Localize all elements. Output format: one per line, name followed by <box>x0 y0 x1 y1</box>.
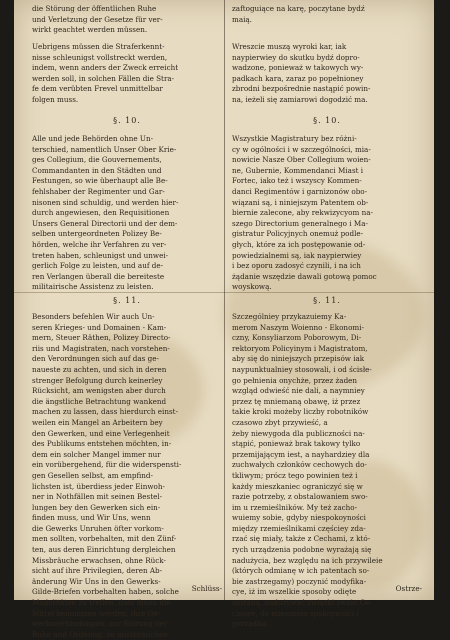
german-section-11-text: Besonders befehlen Wir auch Un- seren Krieges- und Domainen - Kam- mern, Steuer Räthen, Polizey Directo- riis und Magistraten, nach vorstehen- den Verordnungen sich auf das ge- naueste zu achten, und sich in deren strenger Befolgung durch keinerley Rücksicht, am wenigsten aber durch die ängstliche Betrachtung wankend machen zu lassen, dass hierdurch einst- weilen ein Mangel an Arbeitern bey den Gewerken, und eine Verlegenheit des Publikums entstehen möchten, in- dem ein solcher Mangel immer nur ein vorübergehend, für die widerspensti- gen Gesellen selbst, am empfind- lichsten ist, überdiess jeder Einwoh- ner in Nothfällen mit seinen Bestel- lungen bey den Gewerken sich ein- finden muss, und Wir Uns, wenn die Gewerks Unruhen öfter vorkom- men sollten, vorbehalten, mit den Zünf- ten, aus deren Einrichtung dergleichen Missbräuche erwachsen, ohne Rück- sicht auf ihre Privilegien, deren Ab- änderung Wir Uns in den Gewerks- Gilde-Briefen vorbehalten haben, solche Modalitäten zu treffen, dass ihnen die Mittel benommen werden, ihre Ge- werksverbindungen, zur Störung der Ruhe und Ordnung, zu missbrauchen. <box>32 312 182 639</box>
polish-top-text: zaftoguiące na karę, poczytane bydź maią. <box>232 4 365 24</box>
german-section-10-heading: §. 10. <box>113 116 141 125</box>
polish-section-11-text: Szczególniey przykazuiemy Ka- merom Naszym Woienno - Ekonomi- czny, Konsyliarzom Poborowym, Di- rektoryom Policyinym i Magistratom, aby się do niniejszych przepisów iak naypunktualniey stosowali, i od ścisłe- go pełnienia onychże, przez żaden wzgląd odwieść nie dali, a naymniey przez tę mniemaną obawę, iż przez takie kroki możeby liczby robotników czasowo zbyt przywieść, a żeby niewygoda dla publiczności na- stąpić, ponieważ brak takowy tylko przemijającym iest, a nayhardziey dla zuchwałych członków cechowych do- tkliwym; prócz tego powinien też i każdy mieszkaniec ograniczyć się w razie potrzeby, z obstalowaniem swo- im u rzemieślników. My też zacho- wuiemy sobie, gdyby niespokoyności między rzemieślnikami częściey zda- rzać się miały, także z Cechami, z któ- rych urządzenia podobne wyrażają się nadużycia, bez względu na ich przywileie (których odmianę w ich patentach so- bie zastrzegamy) poczynić modyfika- cye, iż im wszelkie sposoby odięte zostaną, nadużywać związki swoie Ce- chowe, do mieszania spokoyności i porządku. <box>232 312 383 629</box>
german-catchword: Schlüss- <box>191 584 222 593</box>
polish-section-10-heading: §. 10. <box>313 116 341 125</box>
german-section-10-text: Alle und jede Behörden ohne Un- terschied, namentlich Unser Ober Krie- ges Collegium, die Gouvernements, Commandanten in den Städten und Festungen, so wie überhaupt alle Be- fehlshaber der Regimenter und Gar- nisonen sind schuldig, und werden hier- durch angewiesen, den Requisitionen Unsers General Directorii und der dem- selben untergeordneten Polizey Be- hörden, welche ihr Verfahren zu ver- treten haben, schleunigst und unwei- gerlich Folge zu leisten, und auf de- ren Verlangen überall die bereiteste militairische Assistenz zu leisten. <box>32 134 179 292</box>
german-top-text: die Störung der öffentlichen Ruhe und Verletzung der Gesetze für ver- wirkt geachtet werden müssen. <box>32 4 163 35</box>
german-paragraph-penalties: Uebrigens müssen die Straferkennt- nisse schleunigst vollstreckt werden, indem, wenn anders der Zweck erreicht werden soll, in solchen Fällen die Stra- fe dem verübten Frevel unmittelbar folgen muss. <box>32 42 179 104</box>
polish-section-10-text: Wszystkie Magistratury bez różni- cy w ogólności i w szczególności, mia- nowicie Nasze Ober Collegium woien- ne, Gubernie, Kommendanci Miast i Fortec, iako też i wszyscy Kommen- danci Regimentów i garnizonów obo- wiązani są, i niniejszym Patentem ob- biernie zalecone, aby rekwizycyom na- szego Directorium generalnego i Ma- gistratur Policyjnych onemuż podle- głych, które za ich postępowanie od- powiedzialnemi są, iak naypierwiey i bez oporu zadosyć czynili, i na ich żądanie wszędzie dawali gotową pomoc woyskową. <box>232 134 377 292</box>
polish-section-11-heading: §. 11. <box>313 296 341 305</box>
column-divider <box>224 0 225 600</box>
document-page <box>14 0 434 639</box>
polish-paragraph-penalties: Wreszcie muszą wyroki kar, iak naypierwiey do skutku bydź dopro- wadzone, ponieważ w takowych wy- padkach kara, zaraz po popełnioney zbrodni bezpośrednie nastąpić powin- na, ieżeli się zamiarowi dogodzić ma. <box>232 42 371 104</box>
polish-catchword: Ostrze- <box>395 584 422 593</box>
german-section-11-heading: §. 11. <box>113 296 141 305</box>
